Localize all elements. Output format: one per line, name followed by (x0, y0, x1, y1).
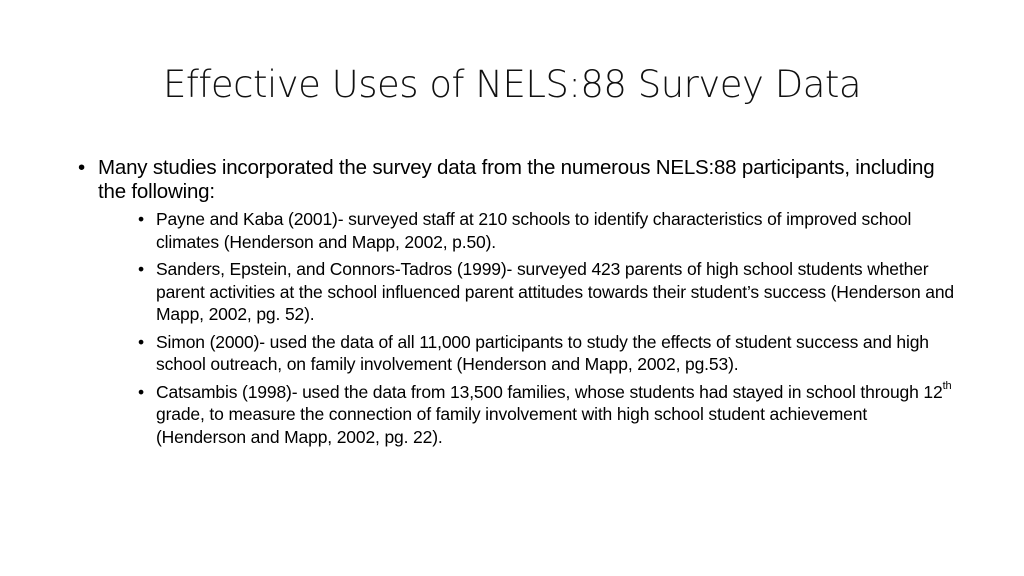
sub-bullet-text: Payne and Kaba (2001)- surveyed staff at 210 schools to identify characteristics of improved school climates (Henderson and Mapp, 2002, p.50). (156, 209, 912, 252)
sub-bullet-text (156, 379, 952, 447)
bullet-icon: • (138, 259, 144, 279)
bullet-icon: • (138, 209, 144, 229)
sub-bullet-text-part: grade, to measure the connection of family involvement with high school student achievement (Henderson and Mapp, 2002, pg. 22). (156, 404, 868, 447)
ordinal-superscript: th (942, 379, 952, 392)
slide-title: Effective Uses of NELS:88 Survey Data (162, 63, 862, 106)
bullet-icon: • (138, 381, 144, 402)
bullet-icon: • (138, 331, 144, 352)
main-bullet-list (78, 156, 958, 448)
sub-bullet-text: Simon (2000)- used the data of all 11,000 participants to study the effects of student success and high school outreach, on family involvement (Henderson and Mapp, 2002, pg.53). (156, 331, 929, 374)
slide-content (78, 156, 958, 453)
sub-bullet-item (138, 381, 958, 449)
main-bullet-item (78, 156, 958, 448)
sub-bullet-list (98, 208, 958, 448)
sub-bullet-text-part: Catsambis (1998)- used the data from 13,500 families, whose students had stayed in school through 12 (156, 381, 943, 402)
sub-bullet-item (138, 208, 958, 253)
sub-bullet-item (138, 258, 958, 326)
main-bullet-text: Many studies incorporated the survey data from the numerous NELS:88 participants, including the following: (98, 156, 935, 203)
sub-bullet-item (138, 331, 958, 376)
bullet-icon: • (78, 156, 85, 179)
sub-bullet-text: Sanders, Epstein, and Connors-Tadros (1999)- surveyed 423 parents of high school students whether parent activities at the school influenced parent attitudes towards their student’s success (Henderson and Mapp, 2002, pg. 52). (156, 259, 954, 324)
